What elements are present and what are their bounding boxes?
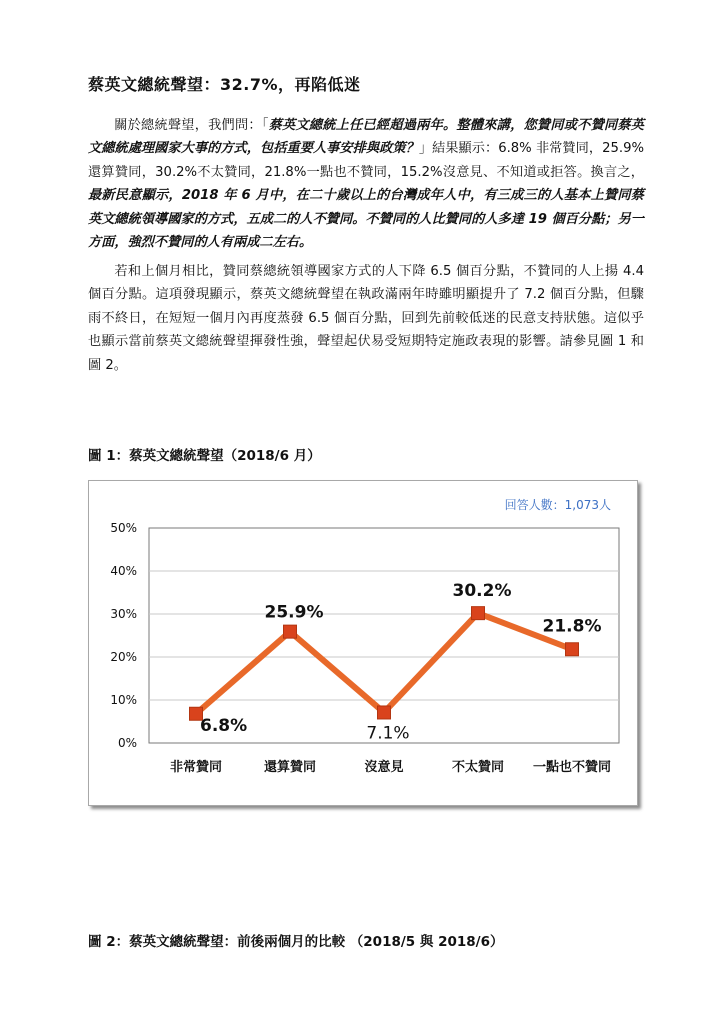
data-labels bbox=[200, 581, 601, 743]
series-polyline bbox=[196, 613, 572, 714]
paragraph-emphasis: 最新民意顯示，2018 年 6 月中，在二十歲以上的台灣成年人中，有三成三的人基本上贊同蔡英文總統領導國家的方式，五成二的人不贊同。不贊同的人比贊同的人多達 19 個百分點；另一方面，強烈不贊同的人有兩成二左右。 bbox=[88, 188, 644, 251]
data-label: 21.8% bbox=[542, 616, 602, 637]
data-label: 6.8% bbox=[200, 715, 248, 736]
y-tick-label: 0% bbox=[117, 736, 137, 750]
x-category-label: 還算贊同 bbox=[263, 760, 317, 775]
x-category-label: 一點也不贊同 bbox=[532, 760, 612, 775]
data-point-marker bbox=[378, 706, 391, 719]
y-tick-label: 20% bbox=[110, 650, 137, 664]
data-point-marker bbox=[566, 643, 579, 656]
series-line bbox=[196, 613, 572, 714]
data-label: 25.9% bbox=[264, 602, 324, 623]
series-markers bbox=[190, 607, 579, 721]
paragraph-comparison-text: 若和上個月相比，贊同蔡總統領導國家方式的人下降 6.5 個百分點，不贊同的人上揚 4.4 個百分點。這項發現顯示，蔡英文總統聲望在執政滿兩年時雖明顯提升了 7.2 個百分點，但驟雨不終日，在短短一個月內再度蒸發 6.5 個百分點，回到先前較低迷的民意支持狀態。這似乎也顯示當前蔡英文總統聲望揮發性強，聲望起伏易受短期特定施政表現的影響。請參見圖 1 和圖 2。 bbox=[88, 264, 644, 373]
data-point-marker bbox=[472, 607, 485, 620]
x-category-label: 不太贊同 bbox=[451, 760, 505, 775]
data-label: 30.2% bbox=[452, 581, 512, 602]
survey-question: 蔡英文總統上任已經超過兩年。整體來講，您贊同或不贊同蔡英文總統處理國家大事的方式，包括重要人事安排與政策？ bbox=[88, 118, 644, 157]
chart-canvas bbox=[89, 481, 637, 805]
y-tick-labels bbox=[110, 521, 137, 750]
approval-line-chart bbox=[88, 480, 638, 806]
x-category-labels bbox=[170, 759, 611, 775]
y-tick-label: 30% bbox=[110, 607, 137, 621]
article-heading: 蔡英文總統聲望：32.7%，再陷低迷 bbox=[88, 75, 361, 94]
y-tick-label: 40% bbox=[110, 564, 137, 578]
y-tick-label: 50% bbox=[110, 521, 137, 535]
paragraph-results: 」結果顯示：6.8% 非常贊同，25.9%還算贊同，30.2%不太贊同，21.8%一點也不贊同，15.2%沒意見、不知道或拒答。換言之， bbox=[88, 141, 645, 180]
data-point-marker bbox=[284, 625, 297, 638]
y-tick-label: 10% bbox=[110, 693, 137, 707]
paragraph-presidential-approval bbox=[88, 114, 644, 254]
figure1-caption: 圖 1：蔡英文總統聲望（2018/6 月） bbox=[88, 448, 321, 464]
paragraph-lead: 關於總統聲望，我們問：「 bbox=[114, 118, 269, 133]
x-category-label: 沒意見 bbox=[364, 760, 404, 775]
data-label: 7.1% bbox=[366, 723, 410, 744]
respondent-count: 回答人數：1,073人 bbox=[504, 498, 611, 512]
figure2-caption: 圖 2：蔡英文總統聲望：前後兩個月的比較 （2018/5 與 2018/6） bbox=[88, 934, 504, 950]
paragraph-monthly-comparison bbox=[88, 260, 644, 377]
x-category-label: 非常贊同 bbox=[169, 760, 223, 775]
